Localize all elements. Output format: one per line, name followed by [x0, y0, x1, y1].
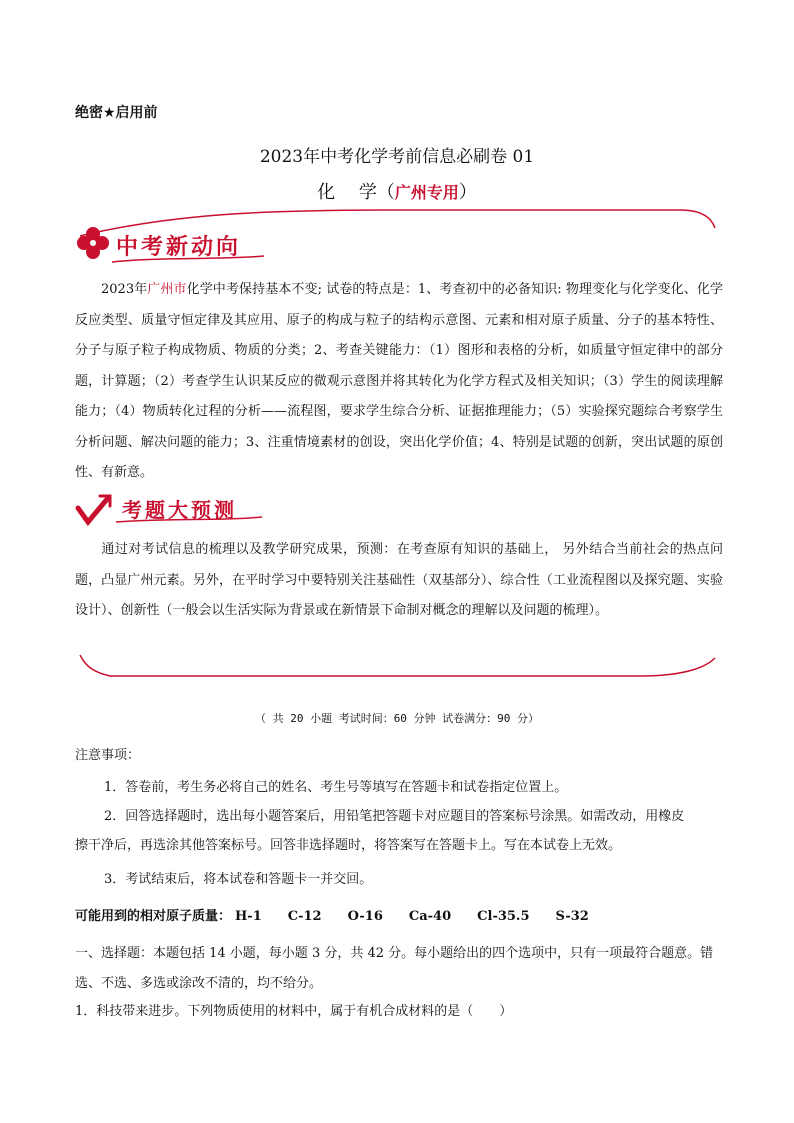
page-title: 2023年中考化学考前信息必刷卷 01 [259, 147, 535, 167]
question-1: 1．科技带来进步。下列物质使用的材料中，属于有机合成材料的是（ ） [75, 1004, 513, 1019]
trend-paragraph-pre: 2023年 [101, 282, 148, 297]
predict-heading: 考题大预测 [122, 498, 237, 522]
notice-item-2-continued: 擦干净后，再选涂其他答案标号。回答非选择题时，将答案写在答题卡上。写在本试卷上无效。 [75, 838, 622, 853]
atomic-mass-value: H-1 [235, 909, 262, 924]
atomic-mass-value: S-32 [555, 909, 589, 924]
trend-paragraph [75, 275, 723, 489]
clover-icon [77, 227, 109, 259]
notice-item-2: 2．回答选择题时，选出每小题答案后，用铅笔把答题卡对应题目的答案标号涂黑。如需改动，用橡皮 [104, 809, 685, 824]
frame-bottom-curve [80, 655, 715, 676]
subject-close: ） [458, 182, 477, 203]
trend-heading: 中考新动向 [116, 235, 242, 260]
atomic-masses [75, 905, 615, 924]
subject-name: 化 学（ [317, 182, 395, 203]
atomic-mass-list [235, 909, 615, 924]
atomic-masses-label: 可能用到的相对原子质量： [75, 909, 232, 924]
notice-item-3: 3．考试结束后，将本试卷和答题卡一并交回。 [104, 872, 373, 887]
secret-label: 绝密★启用前 [75, 105, 158, 121]
exam-info: （ 共 20 小题 考试时间：60 分钟 试卷满分：90 分） [254, 712, 540, 725]
predict-paragraph-body: 通过对考试信息的梳理以及教学研究成果，预测：在考查原有知识的基础上， 另外结合当前社会的热点问题，凸显广州元素。另外，在平时学习中要特别关注基础性（双基部分）、综合性（工业流程图以及探究题、实验设计）、创新性（一般会以生活实际为背景或在新情景下命制对概念的理解以及问题的梳理）。 [75, 542, 723, 618]
subject-region: 广州专用 [394, 183, 459, 202]
notice-item-1: 1．答卷前，考生务必将自己的姓名、考生号等填写在答题卡和试卷指定位置上。 [104, 780, 568, 795]
atomic-mass-value: Ca-40 [408, 909, 452, 924]
trend-paragraph-body: 化学中考保持基本不变; 试卷的特点是：1、考查初中的必备知识: 物理变化与化学变化、化学反应类型、质量守恒定律及其应用、原子的构成与粒子的结构示意图、元素和相对原子质量、分子的基本特性、分子与原子粒子构成物质、物质的分类；2、考查关键能力：（1）图形和表格的分析，如质量守恒定律中的部分题，计算题；（2）考查学生认识某反应的微观示意图并将其转化为化学方程式及相关知识；（3）学生的阅读理解能力；（4）物质转化过程的分析——流程图，要求学生综合分析、证据推理能力；（5）实验探究题综合考察学生分析问题、解决问题的能力；3、注重情境素材的创设，突出化学价值；4、特别是试题的创新，突出试题的原创性、有新意。 [75, 282, 723, 480]
predict-paragraph [75, 535, 723, 627]
section-one-instructions: 一、选择题：本题包括 14 小题，每小题 3 分，共 42 分。每小题给出的四个选项中，只有一项最符合题意。错选、不选、多选或涂改不清的，均不给分。 [75, 946, 714, 991]
checkmark-arrow-icon [78, 496, 110, 522]
notice-label: 注意事项： [75, 748, 141, 763]
trend-paragraph-city: 广州市 [147, 282, 187, 297]
atomic-mass-value: O-16 [347, 909, 383, 924]
atomic-mass-value: C-12 [287, 909, 322, 924]
atomic-mass-value: Cl-35.5 [477, 909, 530, 924]
